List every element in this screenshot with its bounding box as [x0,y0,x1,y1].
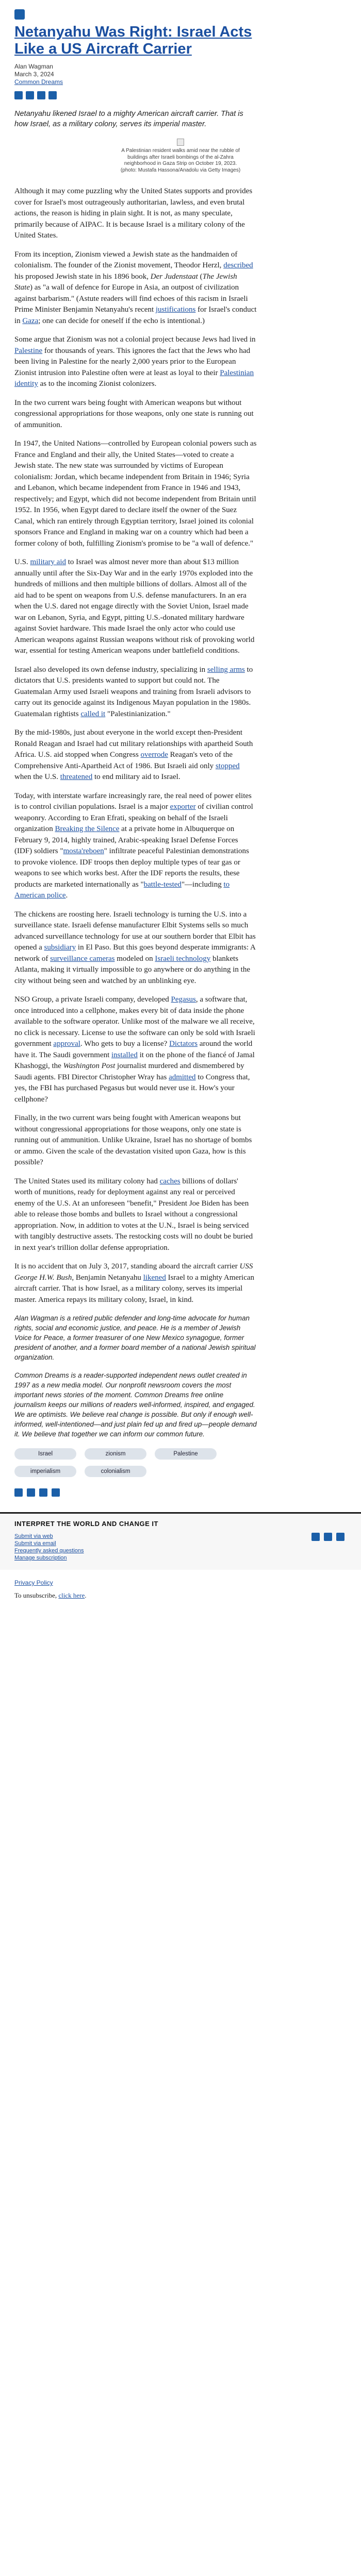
paragraph-text: NSO Group, a private Israeli company, developed [14,995,171,1004]
inline-link[interactable]: overrode [140,751,168,759]
inline-link[interactable]: subsidiary [44,943,76,952]
article-title[interactable]: Netanyahu Was Right: Israel Acts Like a US Aircraft Carrier [14,24,252,57]
byline [14,63,347,86]
publish-date: March 3, 2024 [14,71,54,78]
paragraph-text: By the mid-1980s, just about everyone in the world except then-President Ronald Reagan and Israel had cut military relationships with apartheid South Africa. U.S. aid stopped when Congress [14,728,253,759]
inline-link[interactable]: caches [159,1177,180,1185]
body-paragraph [14,727,257,783]
paragraph-text: around the world have it. The Saudi government [14,1040,253,1059]
paragraph-text: "—including [181,880,224,889]
unsubscribe-link[interactable]: click here [58,1591,85,1599]
italic-text: Washington Post [63,1062,116,1070]
paragraph-text: Some argue that Zionism was not a colonial project because Jews had lived in [14,335,256,344]
share-row [14,91,347,99]
paragraph-text: blankets Atlanta, making it virtually impossible to go anywhere or do anything in the city without being seen and watched by an unblinking eye. [14,954,251,985]
email-share-icon[interactable] [37,91,45,99]
tag-pill[interactable]: Palestine [155,1448,217,1460]
paragraph-text: journalist murdered and dismembered by Saudi agents. FBI Director Christopher Wray has [14,1062,244,1081]
paragraph-text: . Who gets to buy a license? [80,1040,170,1048]
author-bio: Alan Wagman is a retired public defender and long-time advocate for human rights, social and economic justice, and peace. He is a member of Jewish Voice for Peace, a former treasurer of one New Mexico synagogue, former president of another, and a former board member of a national Jewish spiritual organization. [14,1314,256,1361]
paragraph-text: Reagan's veto of the Comprehensive Anti-Apartheid Act of 1986. But Israeli aid only [14,751,233,770]
inline-link[interactable]: Pegasus [171,995,196,1004]
paragraph-text: ; one can decide for oneself if the echo is intentional.) [38,316,205,325]
tag-pill[interactable]: Israel [14,1448,76,1460]
paragraph-text: to Israel was almost never more than about $13 million annually until after the Six-Day War and in the early 1970s exploded into the hundreds of millions and then multiple billions of dollars. Almost all of the aid had to be spent on weapons from U.S. defense manufacturers. In an era when the U.S. dared not engage directly with the Soviet Union, Israel made war on Lebanon, Syria, and Egypt, pitting U.S.-donated military hardware against Soviet hardware. This made Israel the only actor who could use American weapons against Russian weapons without risk of provoking world war, essential for testing American weapons under battlefield conditions. [14,558,255,655]
body-paragraph [14,994,257,1105]
instagram-icon[interactable] [336,1533,344,1541]
inline-link[interactable]: exporter [170,803,196,811]
paragraph-text: From its inception, Zionism viewed a Jewish state as the handmaiden of colonialism. The founder of the Zionist movement, Theodor Herzl, [14,250,238,269]
inline-link[interactable]: stopped [215,761,240,770]
inline-link[interactable]: Dictators [169,1040,198,1048]
broken-image-icon [177,139,184,146]
inline-link[interactable]: described [223,261,253,269]
italic-text: The Jewish State [14,272,237,292]
paragraph-text: to end military aid to Israel. [92,773,180,781]
inline-link[interactable]: mosta'reboen [63,847,104,855]
footer-links [14,1533,84,1562]
inline-link[interactable]: threatened [60,773,93,781]
twitter-icon[interactable] [27,1488,35,1497]
body-paragraph [14,557,257,657]
inline-link[interactable]: to American police [14,880,230,900]
body-paragraph [14,398,257,431]
paragraph-text: to dictators that U.S. presidents wanted to support but could not. The Guatemalan Army used Israeli weapons and training from Israeli advisors to carry out its genocide against its Indigenous Mayan population in the 1980s. Guatemalan rightists [14,665,253,718]
italic-text: USS George H.W. Bush [14,1262,253,1282]
license-note: Common Dreams is a reader-supported independent news outlet created in 1997 as a new media model. Our nonprofit newsroom covers the most important news stories of the moment. Common Dreams free online journalism keeps our millions of readers well-informed, inspired, and engaged. We are optimists. We believe real change is possible. But only if enough well-informed, well-intentioned—and just plain fed up and fired up—people demand it. We believe that together we can inform our common future. [14,1371,257,1438]
paragraph-text: " infiltrate peaceful Palestinian demonstrations to provoke violence. IDF troops then deploy multiple types of tear gas or weapons to see which works best. After the IDF reports the results, these products are marketed internationally as " [14,847,249,889]
footer-link[interactable]: Frequently asked questions [14,1548,84,1554]
body-paragraph [14,1176,257,1254]
body-paragraph [14,249,257,327]
inline-link[interactable]: Palestinian identity [14,368,254,388]
inline-link[interactable]: Gaza [22,316,39,325]
paragraph-text: for thousands of years. This ignores the fact that the Jews who had been living in Palestine for the nearly 2,000 years prior to the European Zionist intrusion into Palestine often were at least as loyal to their [14,346,251,377]
inline-link[interactable]: military aid [30,558,67,566]
paragraph-text: U.S. [14,558,30,566]
paragraph-text: ( [198,272,203,281]
inline-link[interactable]: approval [53,1040,80,1048]
body-paragraph [14,438,257,549]
privacy-policy-link[interactable]: Privacy Policy [14,1579,53,1586]
article-body [14,186,347,1306]
facebook-icon[interactable] [311,1533,320,1541]
tag-pill[interactable]: zionism [85,1448,146,1460]
paragraph-text: to Congress that, yes, the FBI has purchased Pegasus but would never use it. How's your cellphone? [14,1073,250,1104]
inline-link[interactable]: called it [80,709,106,718]
inline-link[interactable]: Breaking the Silence [55,825,120,833]
paragraph-text: ) as "a wall of defence for Europe in Asia, an outpost of civilization against barbarism." (Astute readers will find echoes of this racism in Israeli Prime Minister Benjamin Netanyahu's recent [14,283,248,314]
share-icon[interactable] [14,9,25,20]
print-icon[interactable] [48,91,57,99]
paragraph-text: for Israel's conduct in [14,306,257,325]
top-share-bar [14,9,347,21]
twitter-icon[interactable] [26,91,34,99]
inline-link[interactable]: admitted [169,1073,196,1081]
unsubscribe-prefix: To unsubscribe, [14,1591,59,1599]
paragraph-text: his proposed Jewish state in his 1896 book, [14,272,151,281]
paragraph-text: of civilian control weaponry. According to Eran Efrati, speaking on behalf of the Israeli organization [14,803,253,833]
paragraph-text: , Benjamin Netanyahu [72,1273,143,1282]
paragraph-text: Israel to a mighty American aircraft carrier. That is how Israel, as a military colony, serves its imperial master. America repays its military colony, Israel, in kind. [14,1273,255,1304]
body-paragraph [14,1113,257,1168]
body-paragraph [14,1261,257,1306]
footer-heading: INTERPRET THE WORLD AND CHANGE IT [14,1520,158,1528]
author-name: Alan Wagman [14,63,53,70]
footer-social [311,1533,344,1562]
inline-link[interactable]: installed [111,1050,138,1059]
paragraph-text: Israel also developed its own defense industry, specializing in [14,665,207,674]
facebook-icon[interactable] [14,1488,23,1497]
paragraph-text: Today, with interstate warfare increasingly rare, the real need of power elites is to control civilian populations. Israel is a major [14,791,252,811]
print-icon[interactable] [52,1488,60,1497]
paragraph-text: "Palestinianization." [105,709,171,718]
tag-pill[interactable]: imperialism [14,1466,76,1477]
body-paragraph [14,791,257,902]
inline-link[interactable]: Israeli technology [155,954,211,963]
paragraph-text: billions of dollars' worth of munitions, ready for deployment against any real or perceived enemy of the U.S. At an unforeseen "benefit," President Joe Biden has been able to release those bombs and bullets to Israel without a congressional appropriation. Now, in addition to votes at the U.N., Israel is being serviced with tangibly destructive assets. The restocking costs will no doubt be buried in next year's trillion dollar defense appropriation. [14,1177,253,1252]
share-footer [14,1488,347,1497]
facebook-icon[interactable] [14,91,23,99]
paragraph-text: in El Paso. But this goes beyond desperate immigrants: A network of [14,943,256,963]
paragraph-text: The United States used its military colony had [14,1177,160,1185]
email-share-icon[interactable] [39,1488,47,1497]
paragraph-text: Although it may come puzzling why the United States supports and provides cover for Israel's most outrageously authoritarian, lawless, and even brutal actions, the reason is hiding in plain sight. It is not, as many speculate, primarily because of AIPAC. It is because Israel is a military colony of the United States. [14,187,253,240]
inline-link[interactable]: likened [143,1273,166,1282]
inline-link[interactable]: justifications [155,306,196,314]
italic-text: Der Judenstaat [150,272,198,281]
paragraph-text: In 1947, the United Nations—controlled by European colonial powers such as France and England and their ally, the United States—voted to create a Jewish state. The new state was surrounded by victims of European colonialism: Jordan, which became independent from Britain in 1946; Syria and Lebanon, which became independent from France in 1946 and 1943, respectively; and Egypt, which did not become independent from Britain until 1952. In 1956, when Egypt dared to declare itself the owner of the Suez Canal, which ran entirely through Egyptian territory, Israel joined its colonial sponsors France and England in making war on a country which had been a former colony of both, fulfilling Zionism's promise to be "a wall of defence." [14,439,257,548]
inline-link[interactable]: battle-tested [143,880,182,889]
newsletter-footer [0,1512,361,1570]
footer-link[interactable]: Submit via web [14,1533,53,1539]
article-dek: Netanyahu likened Israel to a mighty American aircraft carrier. That is how Israel, as a military colony, serves its imperial master. [14,110,243,128]
paragraph-text: Finally, in the two current wars being fought with American weapons but without congressional appropriations for those weapons, only one state is running out of ammunition. Unlike Ukraine, Israel has no shortage of bombs or ammo. Given the scale of the devastation visited upon Gaza, how is this possible? [14,1114,252,1166]
inline-link[interactable]: surveillance cameras [50,954,115,963]
unsubscribe-line: To unsubscribe, click here. [14,1591,87,1599]
paragraph-text: as to the incoming Zionist colonizers. [38,380,157,388]
paragraph-text: It is no accident that on July 3, 2017, standing aboard the aircraft carrier [14,1262,240,1270]
paragraph-text: it on the phone of the fiancé of Jamal Khashoggi, the [14,1050,255,1070]
paragraph-text: modeled on [114,954,155,963]
tag-pill[interactable]: colonialism [85,1466,146,1477]
paragraph-text: when the U.S. [14,773,60,781]
paragraph-text: , a software that, once introduced into a cellphone, makes every bit of data inside the phone available to the software operator. Unlike most of the malware we all receive, no click is necessary. License to use the software can only be sold with Israeli government [14,995,255,1048]
inline-link[interactable]: Palestine [14,346,43,355]
body-paragraph [14,665,257,720]
tag-list [14,1448,257,1477]
body-paragraph [14,334,257,390]
twitter-icon[interactable] [324,1533,332,1541]
inline-link[interactable]: selling arms [207,665,245,674]
paragraph-text: The chickens are roosting here. Israeli technology is turning the U.S. into a surveillance state. Israeli defense manufacturer Elbit Systems sells so much advanced surveillance technology for use at our southern border that Elbit has opened a [14,910,256,952]
paragraph-text: at a private home in Albuquerque on February 9, 2014, highly trained, Arabic-speaking Israel Defense Forces (IDF) soldiers " [14,825,238,855]
body-paragraph [14,186,257,242]
body-paragraph [14,909,257,987]
footer-link[interactable]: Manage subscription [14,1555,67,1561]
paragraph-text: . [65,891,68,900]
paragraph-text: In the two current wars being fought with American weapons but without congressional appropriations for those weapons, only one state is running out of ammunition. [14,398,254,429]
image-caption: A Palestinian resident walks amid near the rubble of buildings after Israeli bombings of the al-Zahra neighborhood in Gaza Strip on October 19, 2023. (photo: Mustafa Hassona/Anadolu via Getty Images) [120,148,241,173]
footer-link[interactable]: Submit via email [14,1540,56,1547]
lead-figure [14,139,347,174]
source-link[interactable]: Common Dreams [14,78,63,86]
